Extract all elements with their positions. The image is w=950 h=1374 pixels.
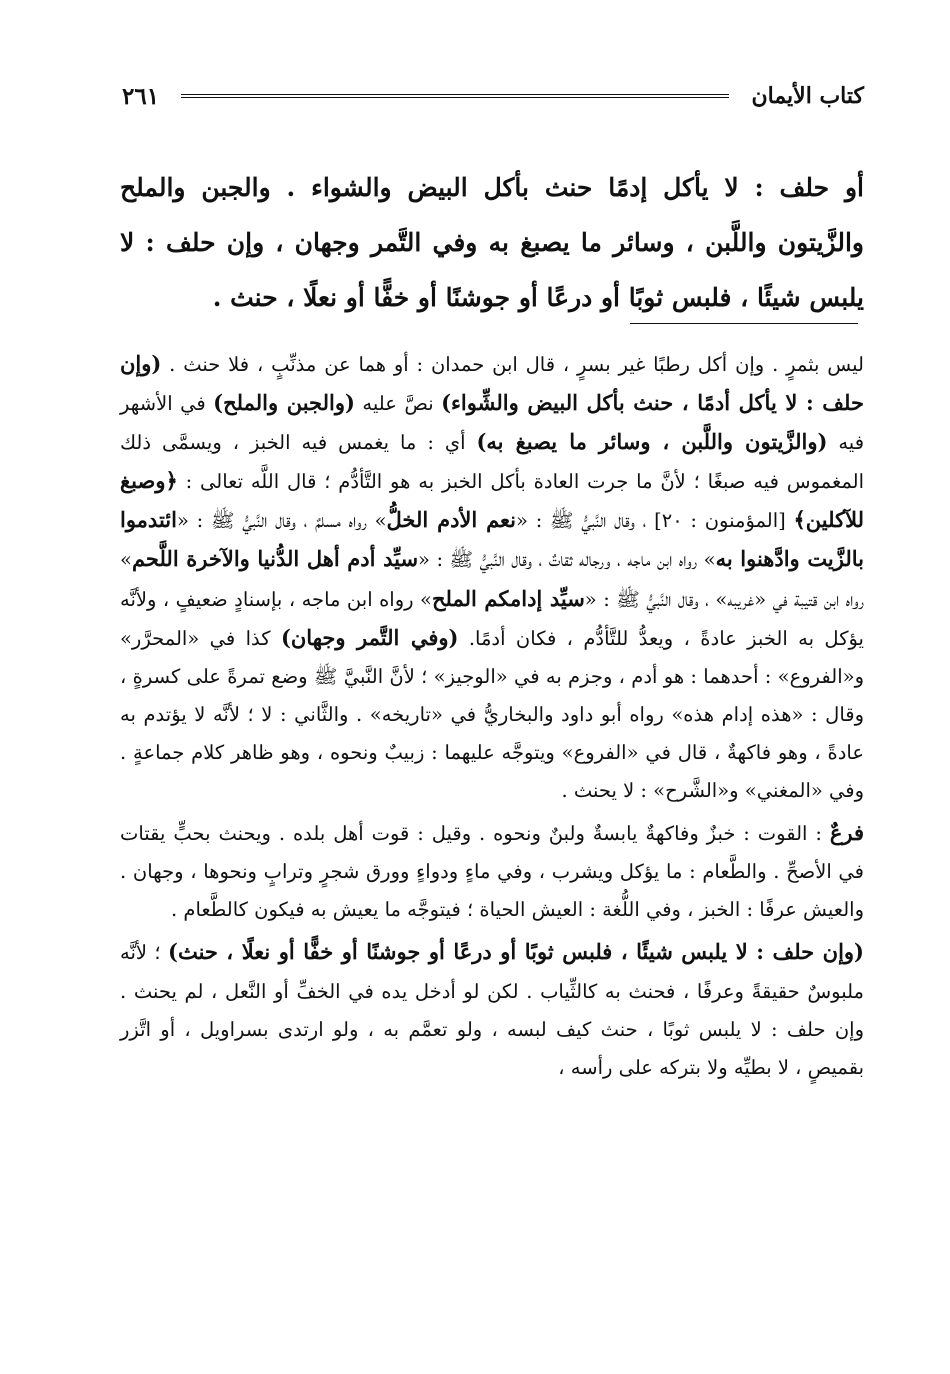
commentary-text: [المؤمنون : ٢٠] ، وقال النَّبيُّ ﷺ : « [516,509,794,533]
hadith-text: سيِّد أدم أهل الدُّنيا والآخرة اللَّحم [131,546,419,572]
running-head [120,76,864,116]
separator-rule [630,323,858,324]
hadith-text: سيِّد إدامكم الملح [431,585,585,611]
commentary-text: » رواه مسلمٌ ، وقال النَّبيُّ ﷺ : « [176,509,387,533]
commentary-text: ليس بثمرٍ . وإن أكل رطبًا غير بسرٍ ، قال ابن حمدان : أو هما عن مذنِّبٍ ، فلا حنث . [161,353,864,376]
commentary-text: » رواه ابن ماجه ، بإسنادٍ ضعيفٍ ، ولأنَّه يؤكل به الخبز عادةً ، ويعدُّ للتَّأدُّم ، فكان أدمًا. [120,587,864,650]
commentary [120,345,864,1087]
commentary-paragraph [120,345,864,810]
page-number: ٢٦١ [122,82,160,110]
commentary-text: : القوت : خبزٌ وفاكهةٌ يابسةٌ ولبنٌ ونحوه . وقيل : قوت أهل بلده . ويحنث بحبٍّ يقتات في الأصحِّ . والطَّعام : ما يؤكل ويشرب ، وفي ماءٍ ودواءٍ وورق شجرٍ وترابٍ ونحوها ، وجهان . والعيش عرفًا : الخبز ، وفي اللُّغة : العيش الحياة ؛ فيتوجَّه ما يعيش به فيكون كالطَّعام . [120,822,864,922]
book-title: كتاب الأيمان [751,83,864,109]
commentary-text: ؛ لأنَّه ملبوسٌ حقيقةً وعرفًا ، فحنث به كالثِّياب . لكن لو أدخل يده في الخفِّ أو النَّعل ، لم يحنث . وإن حلف : لا يلبس ثوبًا ، حنث كيف لبسه ، ولو تعمَّم به ، ولو ارتدى بسراويل ، أو اتَّزر بقميصٍ ، لا بطيِّه ولا بتركه على رأسه ، [120,941,864,1079]
commentary-text: كذا في «المحرَّر» و«الفروع» : أحدهما : هو أدم ، وجزم به في «الوجيز» ؛ لأنَّ النَّبيَّ ﷺ وضع تمرةً على كسرةٍ ، وقال : «هذه إدام هذه» رواه أبو داود والبخاريُّ في «تاريخه» . والثَّاني : لا ؛ لأنَّه لا يؤتدم به عادةً ، وهو فاكهةٌ ، قال في «الفروع» ويتوجَّه عليهما : زبيبٌ ونحوه ، وهو ظاهر كلام جماعةٍ . وفي «المغني» و«الشَّرح» : لا يحنث . [120,626,864,803]
commentary-paragraph [120,814,864,929]
hadith-text: ائتدموا بالزَّيت وادَّهنوا به [120,507,865,572]
commentary-paragraph [120,933,864,1086]
section-label: فرعٌ [829,820,864,846]
header-rule [181,94,729,98]
commentary-text: نصَّ عليه [354,392,442,416]
quoted-matn: (والزَّيتون واللَّبن ، وسائر ما يصبغ به) [476,429,828,455]
commentary-text: » رواه ابن قتيبة في «غريبه» ، وقال النَّبيُّ ﷺ : « [120,548,864,611]
commentary-text: » رواه ابن ماجه ، ورجاله ثقاتٌ ، وقال النَّبيُّ ﷺ : « [418,548,716,572]
quran-verse: ﴿وصبغ للآكلين﴾ [120,468,865,533]
quoted-matn: (وإن حلف : لا يأكل أدمًا ، حنث بأكل البيض والشِّواء) [120,351,864,416]
hadith-text: نعم الأدم الخلُّ [386,507,517,533]
quoted-matn: (والجبن والملح) [213,390,355,416]
commentary-text: أي : ما يغمس فيه الخبز ، ويسمَّى ذلك المغموس فيه صبغًا ؛ لأنَّ ما جرت العادة بأكل الخبز به هو التَّأدُّم ؛ قال اللَّه تعالى : [120,431,864,494]
quoted-matn: (وإن حلف : لا يلبس شيئًا ، فلبس ثوبًا أو درعًا أو جوشنًا أو خفًّا أو نعلًا ، حنث) [168,939,864,965]
main-text: أو حلف : لا يأكل إدمًا حنث بأكل البيض والشواء . والجبن والملح والزَّيتون واللَّبن ، وسائر ما يصبغ به وفي التَّمر وجهان ، وإن حلف : لا يلبس شيئًا ، فلبس ثوبًا أو درعًا أو جوشنًا أو خفًّا أو نعلًا ، حنث . [120,173,864,312]
commentary-text: في الأشهر فيه [120,392,865,455]
quoted-matn: (وفي التَّمر وجهان) [280,624,459,650]
